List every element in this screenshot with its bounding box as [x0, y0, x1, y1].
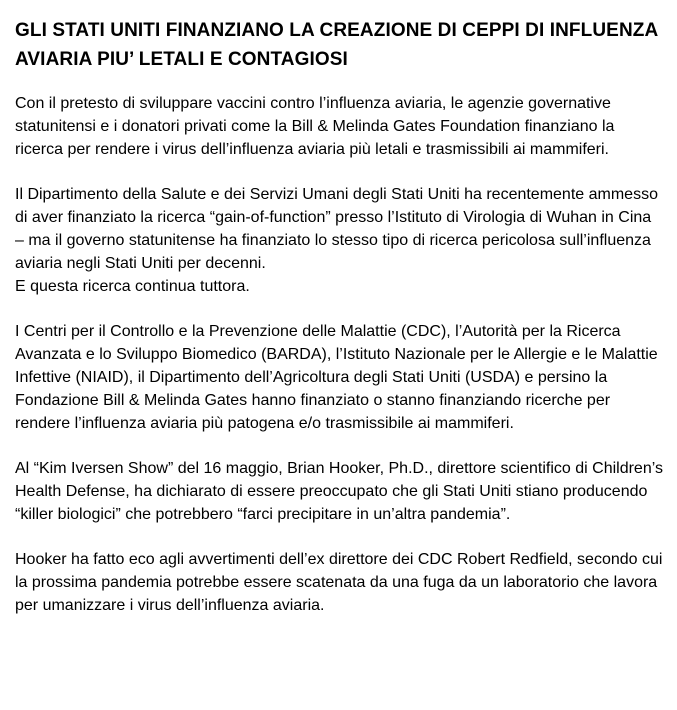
paragraph-5: Hooker ha fatto eco agli avvertimenti dell’ex direttore dei CDC Robert Redfield, secondo cui la prossima pandemia potrebbe essere scatenata da una fuga da un laboratorio che lavora per umanizzare i virus dell’influenza aviaria.: [15, 551, 663, 614]
article-body: [15, 92, 663, 617]
article-title: GLI STATI UNITI FINANZIANO LA CREAZIONE DI CEPPI DI INFLUENZA AVIARIA PIU’ LETALI E CONTAGIOSI: [15, 20, 658, 70]
paragraph-2: Il Dipartimento della Salute e dei Servizi Umani degli Stati Uniti ha recentemente ammesso di aver finanziato la ricerca “gain-of-function” presso l’Istituto di Virologia di Wuhan in Cina – ma il governo statunitense ha finanziato lo stesso tipo di ricerca pericolosa sull’influenza aviaria negli Stati Uniti per decenni. E questa ricerca continua tuttora.: [15, 186, 658, 295]
paragraph-4: Al “Kim Iversen Show” del 16 maggio, Brian Hooker, Ph.D., direttore scientifico di Children’s Health Defense, ha dichiarato di essere preoccupato che gli Stati Uniti stiano producendo “killer biologici” che potrebbero “farci precipitare in un’altra pandemia”.: [15, 460, 663, 523]
paragraph-1: Con il pretesto di sviluppare vaccini contro l’influenza aviaria, le agenzie governative statunitensi e i donatori privati come la Bill & Melinda Gates Foundation finanziano la ricerca per rendere i virus dell’influenza aviaria più letali e trasmissibili ai mammiferi.: [15, 95, 615, 158]
paragraph-3: I Centri per il Controllo e la Prevenzione delle Malattie (CDC), l’Autorità per la Ricerca Avanzata e lo Sviluppo Biomedico (BARDA), l’Istituto Nazionale per le Allergie e le Malattie Infettive (NIAID), il Dipartimento dell’Agricoltura degli Stati Uniti (USDA) e persino la Fondazione Bill & Melinda Gates hanno finanziato o stanno finanziando ricerche per rendere l’influenza aviaria più patogena e/o trasmissibile ai mammiferi.: [15, 323, 658, 432]
